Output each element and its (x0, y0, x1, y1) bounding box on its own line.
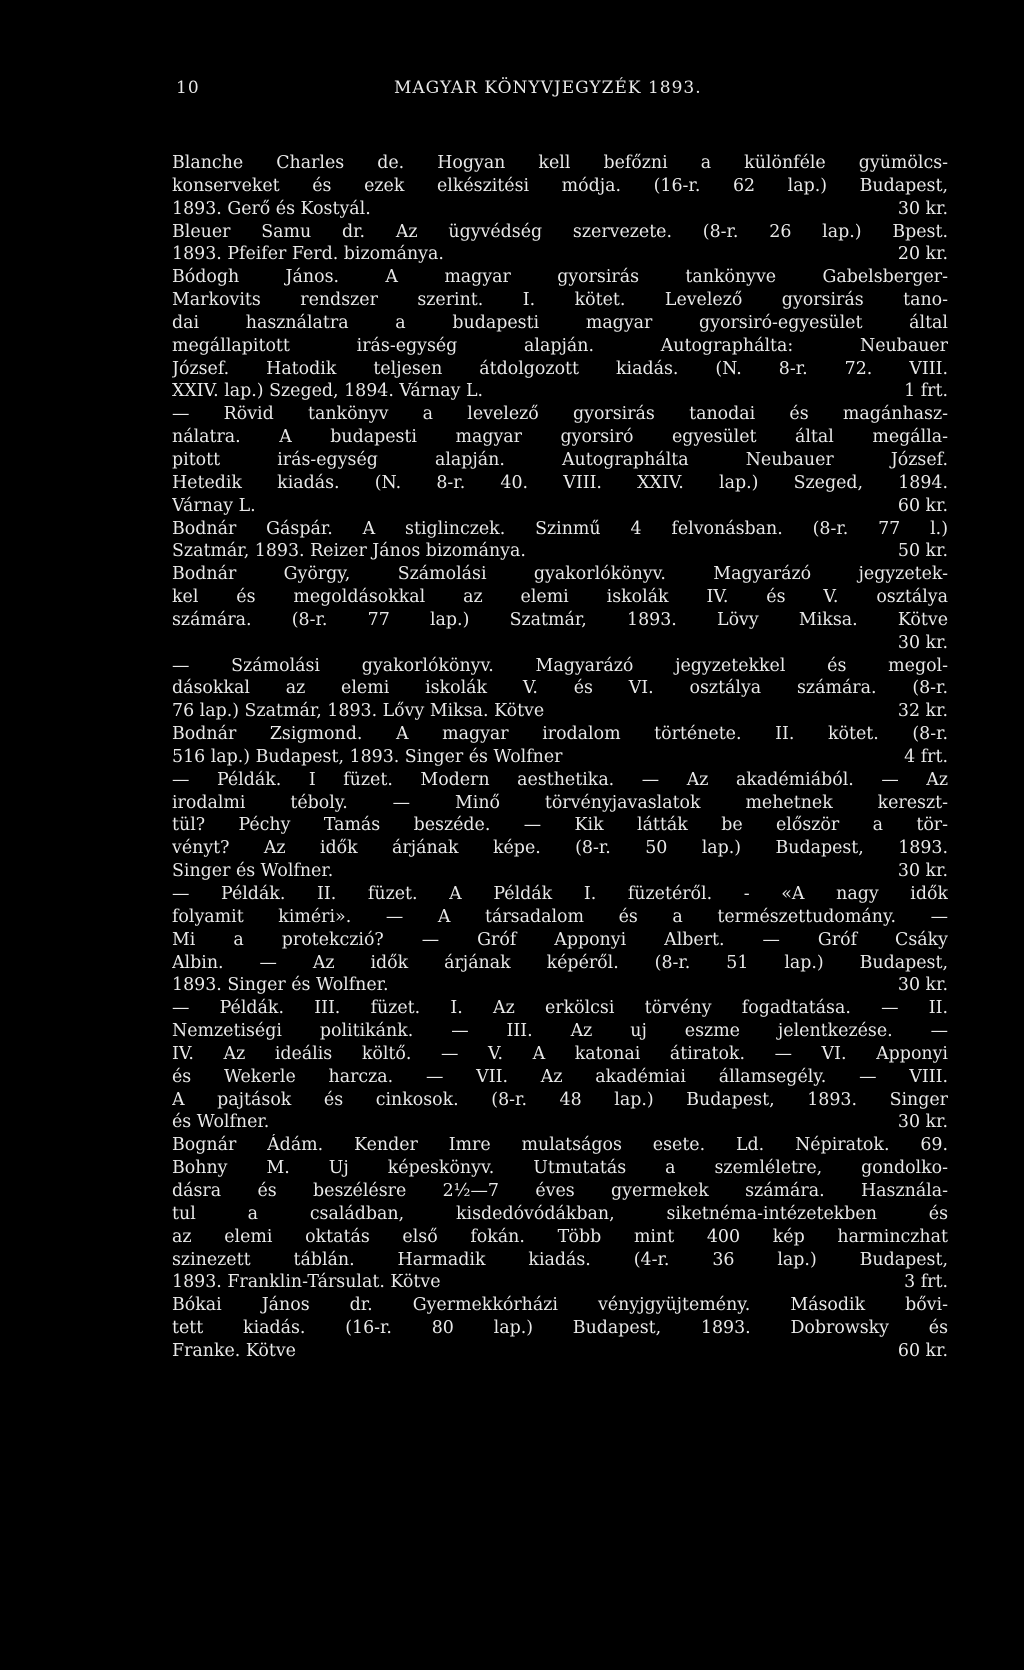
page-number: 10 (176, 78, 200, 98)
text-line (172, 243, 948, 266)
text-line: — Rövid tankönyv a levelező gyorsirás tanodai és magánhasz- (172, 404, 948, 425)
entry-price: 30 kr. (897, 1112, 948, 1133)
text-line (172, 1271, 948, 1294)
entry-price: 4 frt. (904, 746, 948, 767)
text-line: tul a családban, kisdedóvódákban, siketnéma-intézetekben és (172, 1203, 948, 1224)
entry-text: Franke. Kötve (172, 1340, 296, 1361)
entry-price: 32 kr. (897, 701, 948, 722)
text-line (172, 746, 948, 769)
entry-price: 60 kr. (897, 495, 948, 516)
text-line: irodalmi téboly. — Minő törvényjavaslatok mehetnek kereszt- (172, 792, 948, 813)
text-line: — Példák. I füzet. Modern aesthetika. — Az akadémiából. — Az (172, 769, 948, 790)
text-line (172, 495, 948, 518)
entry-text: XXIV. lap.) Szeged, 1894. Várnay L. (172, 381, 484, 402)
text-line: Bleuer Samu dr. Az ügyvédség szervezete. (8-r. 26 lap.) Bpest. (172, 221, 948, 242)
text-line: folyamit kiméri». — A társadalom és a természettudomány. — (172, 906, 948, 927)
text-line: Mi a protekczió? — Gróf Apponyi Albert. — Gróf Csáky (172, 929, 948, 950)
text-line: Markovits rendszer szerint. I. kötet. Levelező gyorsirás tano- (172, 290, 948, 311)
text-line: és Wekerle harcza. — VII. Az akadémiai államsegély. — VIII. (172, 1066, 948, 1087)
text-line: az elemi oktatás első fokán. Több mint 400 kép harminczhat (172, 1226, 948, 1247)
text-line (172, 1340, 948, 1363)
text-line (172, 700, 948, 723)
text-line (172, 198, 948, 221)
text-line: szinezett táblán. Harmadik kiadás. (4-r. 36 lap.) Budapest, (172, 1249, 948, 1270)
entry-price: 3 frt. (904, 1272, 948, 1293)
text-line (172, 974, 948, 997)
text-line: Albin. — Az idők árjának képéről. (8-r. 51 lap.) Budapest, (172, 952, 948, 973)
text-line: A pajtások és cinkosok. (8-r. 48 lap.) Budapest, 1893. Singer (172, 1089, 948, 1110)
text-line: tett kiadás. (16-r. 80 lap.) Budapest, 1893. Dobrowsky és (172, 1318, 948, 1339)
entry-price: 30 kr. (897, 861, 948, 882)
entry-price: 30 kr. (897, 198, 948, 219)
entry-price: 30 kr. (897, 975, 948, 996)
text-line: dásra és beszélésre 2½—7 éves gyermekek számára. Használa- (172, 1180, 948, 1201)
text-line: számára. (8-r. 77 lap.) Szatmár, 1893. Lövy Miksa. Kötve (172, 609, 948, 630)
text-line: Bodnár György, Számolási gyakorlókönyv. Magyarázó jegyzetek- (172, 564, 948, 585)
entry-price: 60 kr. (897, 1340, 948, 1361)
entry-text: Várnay L. (172, 495, 256, 516)
text-line: Blanche Charles de. Hogyan kell befőzni a különféle gyümölcs- (172, 153, 948, 173)
text-line (172, 860, 948, 883)
text-line: — Példák. II. füzet. A Példák I. füzetéről. - «A nagy idők (172, 884, 948, 904)
text-line: IV. Az ideális költő. — V. A katonai átiratok. — VI. Apponyi (172, 1043, 948, 1064)
entry-price: 1 frt. (904, 381, 948, 402)
text-line: dai használatra a budapesti magyar gyorsiró-egyesület által (172, 312, 948, 333)
text-line: József. Hatodik teljesen átdolgozott kiadás. (N. 8-r. 72. VIII. (172, 358, 948, 379)
text-line: Nemzetiségi politikánk. — III. Az uj eszme jelentkezése. — (172, 1021, 948, 1042)
text-line: vényt? Az idők árjának képe. (8-r. 50 lap.) Budapest, 1893. (172, 838, 948, 859)
entry-text: 1893. Singer és Wolfner. (172, 975, 389, 996)
text-line: megállapitott irás-egység alapján. Autographálta: Neubauer (172, 335, 948, 356)
text-line: — Számolási gyakorlókönyv. Magyarázó jegyzetekkel és megol- (172, 655, 948, 676)
entry-text: 1893. Franklin-Társulat. Kötve (172, 1272, 441, 1293)
entry-text: és Wolfner. (172, 1112, 270, 1133)
catalogue-entries (172, 152, 948, 1363)
text-line: Bodnár Zsigmond. A magyar irodalom története. II. kötet. (8-r. (172, 724, 948, 745)
text-line: nálatra. A budapesti magyar gyorsiró egyesület által megálla- (172, 427, 948, 448)
text-line: kel és megoldásokkal az elemi iskolák IV. és V. osztálya (172, 587, 948, 608)
entry-text: Szatmár, 1893. Reizer János bizománya. (172, 541, 526, 562)
text-line: Bódogh János. A magyar gyorsirás tankönyve Gabelsberger- (172, 267, 948, 288)
entry-price: 20 kr. (897, 244, 948, 265)
text-line: Bognár Ádám. Kender Imre mulatságos esete. Ld. Népiratok. 69. (172, 1135, 948, 1156)
text-line: Bodnár Gáspár. A stiglinczek. Szinmű 4 felvonásban. (8-r. 77 l.) (172, 518, 948, 539)
text-line: dásokkal az elemi iskolák V. és VI. osztálya számára. (8-r. (172, 678, 948, 699)
text-line: — Példák. III. füzet. I. Az erkölcsi törvény fogadtatása. — II. (172, 998, 948, 1019)
running-title: MAGYAR KÖNYVJEGYZÉK 1893. (394, 78, 702, 98)
text-line: 30 kr. (897, 632, 948, 653)
text-line (172, 1111, 948, 1134)
text-line: Bókai János dr. Gyermekkórházi vényjgyüjtemény. Második bővi- (172, 1295, 948, 1316)
text-line: Hetedik kiadás. (N. 8-r. 40. VIII. XXIV. lap.) Szeged, 1894. (172, 472, 948, 493)
text-line: tül? Péchy Tamás beszéde. — Kik látták be először a tör- (172, 815, 948, 836)
text-line: konserveket és ezek elkészitési módja. (16-r. 62 lap.) Budapest, (172, 175, 948, 196)
page-header (176, 70, 936, 110)
entry-text: 76 lap.) Szatmár, 1893. Lővy Miksa. Kötve (172, 701, 545, 722)
entry-text: 1893. Gerő és Kostyál. (172, 198, 371, 219)
entry-text: 516 lap.) Budapest, 1893. Singer és Wolfner (172, 746, 563, 767)
text-line: pitott irás-egység alapján. Autographálta Neubauer József. (172, 449, 948, 470)
entry-text: 1893. Pfeifer Ferd. bizománya. (172, 244, 444, 265)
text-line: Bohny M. Uj képeskönyv. Utmutatás a szemléletre, gondolko- (172, 1158, 948, 1179)
text-line (172, 380, 948, 403)
entry-text: Singer és Wolfner. (172, 861, 334, 882)
entry-price: 50 kr. (897, 541, 948, 562)
text-line (172, 540, 948, 563)
